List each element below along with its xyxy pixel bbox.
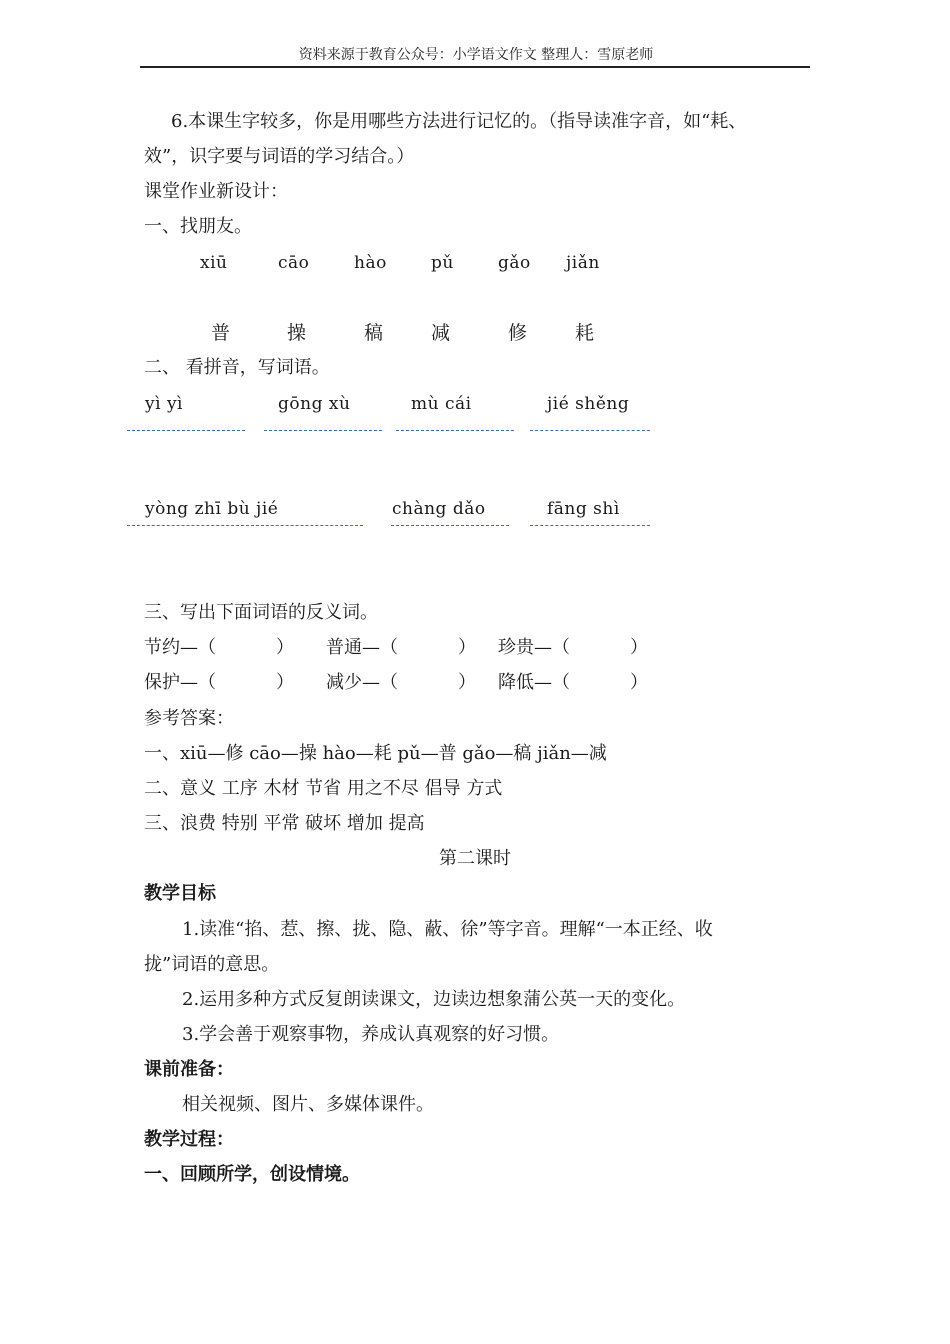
answers-title: 参考答案：: [144, 708, 234, 729]
pinyin-item: jiǎn: [566, 253, 600, 273]
teaching-goals-title: 教学目标: [144, 883, 216, 904]
antonym-word: 普通—（: [326, 637, 398, 658]
antonym-word: 珍贵—（: [498, 637, 570, 658]
pinyin-word: chàng dǎo: [392, 499, 486, 519]
pinyin-word: gōng xù: [278, 394, 351, 414]
pinyin-word: yòng zhī bù jié: [145, 499, 279, 519]
pinyin-item: xiū: [200, 253, 228, 273]
pinyin-word: fāng shì: [547, 499, 620, 519]
antonym-word: 节约—（: [144, 637, 216, 658]
answer-line: [391, 525, 509, 526]
antonym-item: [498, 636, 648, 660]
part-1-title: 一、找朋友。: [144, 216, 252, 237]
question-6-line-2: 效”，识字要与词语的学习结合。）: [144, 146, 415, 167]
answer-2: 二、意义 工序 木材 节省 用之不尽 倡导 方式: [144, 778, 503, 799]
pinyin-item: cāo: [278, 253, 310, 273]
answer-1: 一、xiū—修 cāo—操 hào—耗 pǔ—普 gǎo—稿 jiǎn—减: [144, 743, 607, 764]
character-item: 耗: [575, 322, 595, 344]
antonym-close: ）: [630, 637, 648, 658]
pinyin-item: gǎo: [498, 253, 531, 273]
antonym-item: [326, 671, 476, 695]
answer-line: [530, 430, 650, 431]
answer-line: [264, 430, 382, 431]
goal-1-line-2: 拢”词语的意思。: [144, 954, 280, 975]
answer-line: [127, 430, 245, 431]
antonym-close: ）: [458, 672, 476, 693]
answer-line: [530, 525, 650, 526]
lesson-2-title: 第二课时: [439, 848, 511, 869]
character-item: 稿: [364, 322, 384, 344]
goal-3: 3.学会善于观察事物，养成认真观察的好习惯。: [182, 1024, 560, 1045]
process-title: 教学过程：: [144, 1129, 234, 1150]
antonym-word: 保护—（: [144, 672, 216, 693]
pinyin-word: jié shěng: [547, 394, 630, 414]
antonym-item: [326, 636, 476, 660]
character-item: 减: [431, 322, 451, 344]
antonym-item: [498, 671, 648, 695]
antonym-close: ）: [276, 637, 294, 658]
antonym-close: ）: [276, 672, 294, 693]
part-3-title: 三、写出下面词语的反义词。: [144, 602, 378, 623]
antonym-close: ）: [458, 637, 476, 658]
antonym-close: ）: [630, 672, 648, 693]
answer-line: [127, 525, 363, 526]
homework-design-title: 课堂作业新设计：: [144, 181, 288, 202]
page-header: 资料来源于教育公众号：小学语文作文 整理人：雪原老师: [298, 47, 654, 63]
question-6-line-1: 6.本课生字较多，你是用哪些方法进行记忆的。（指导读准字音，如“耗、: [171, 111, 747, 132]
character-item: 修: [508, 322, 528, 344]
antonym-item: [144, 671, 294, 695]
answer-3: 三、浪费 特别 平常 破坏 增加 提高: [144, 813, 425, 834]
pinyin-item: pǔ: [431, 253, 454, 273]
answer-line: [396, 430, 514, 431]
step-1-title: 一、回顾所学，创设情境。: [144, 1164, 360, 1185]
preparation-title: 课前准备：: [144, 1059, 234, 1080]
goal-1-line-1: 1.读准“掐、惹、擦、拢、隐、蔽、徐”等字音。理解“一本正经、收: [182, 919, 713, 940]
antonym-word: 降低—（: [498, 672, 570, 693]
part-2-title: 二、 看拼音，写词语。: [144, 357, 330, 378]
pinyin-word: yì yì: [145, 394, 183, 414]
character-item: 操: [287, 322, 307, 344]
goal-2: 2.运用多种方式反复朗读课文，边读边想象蒲公英一天的变化。: [182, 989, 686, 1010]
pinyin-item: hào: [354, 253, 387, 273]
header-rule: [140, 66, 810, 68]
pinyin-word: mù cái: [411, 394, 472, 414]
preparation-text: 相关视频、图片、多媒体课件。: [182, 1094, 434, 1115]
antonym-item: [144, 636, 294, 660]
character-item: 普: [211, 322, 231, 344]
antonym-word: 减少—（: [326, 672, 398, 693]
